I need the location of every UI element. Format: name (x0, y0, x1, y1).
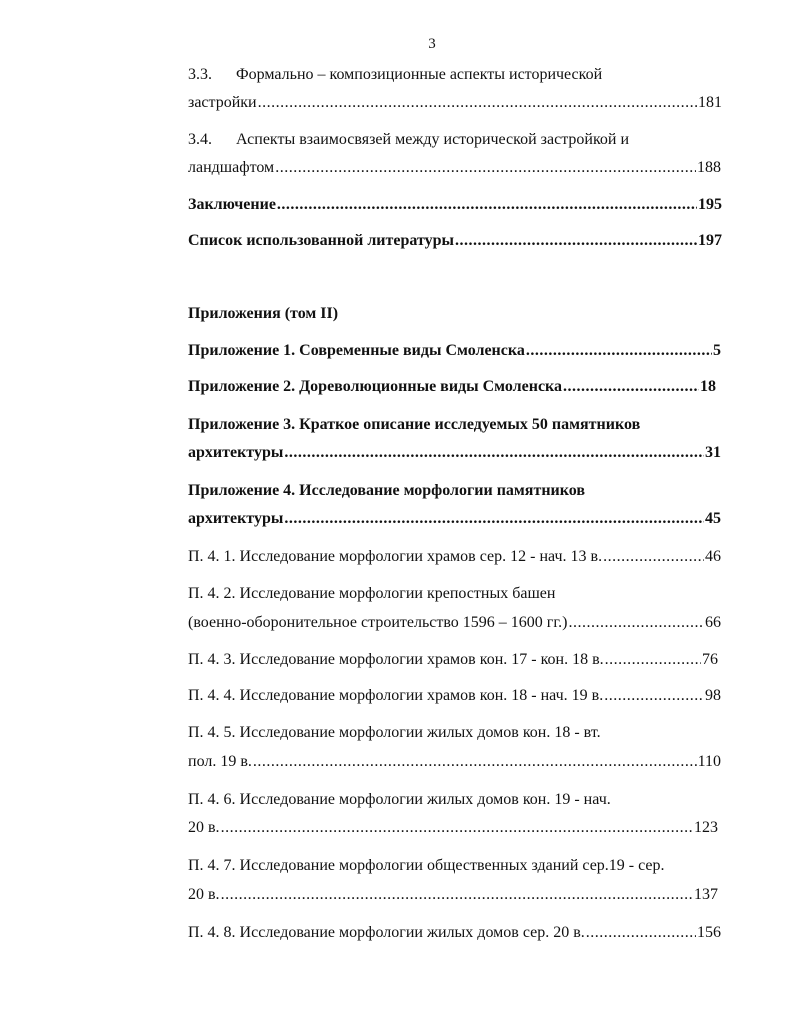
toc-appendix-3-line1: Приложение 3. Краткое описание исследуемых 50 памятников (188, 416, 641, 433)
entry-title: П. 4. 1. Исследование морфологии храмов сер. 12 - нач. 13 в. (188, 548, 603, 565)
entry-page: 5 (713, 342, 721, 359)
leader-dots (605, 650, 701, 670)
toc-sub-4-1[interactable] (188, 547, 721, 567)
leader-dots (284, 443, 704, 463)
entry-page: 137 (694, 886, 718, 903)
toc-sub-4-7-line2[interactable] (188, 885, 718, 905)
entry-page: 195 (698, 196, 722, 213)
leader-dots (603, 547, 704, 567)
leader-dots (586, 923, 696, 943)
entry-page: 76 (702, 651, 718, 668)
toc-appendix-4-line1: Приложение 4. Исследование морфологии памятников (188, 482, 586, 499)
leader-dots (563, 377, 699, 397)
leader-dots (526, 341, 712, 361)
leader-dots (455, 231, 697, 251)
toc-conclusion[interactable] (188, 195, 722, 215)
entry-page: 188 (697, 159, 721, 176)
leader-dots (258, 93, 697, 113)
entry-title: Заключение (188, 196, 276, 213)
leader-dots (568, 613, 704, 633)
toc-sub-4-2-line1: П. 4. 2. Исследование морфологии крепостных башен (188, 585, 556, 602)
entry-title: Формально – композиционные аспекты исторической (236, 66, 603, 83)
entry-title: Список использованной литературы (188, 232, 454, 249)
toc-sub-4-3[interactable] (188, 650, 718, 670)
toc-entry-3-3-line2[interactable] (188, 93, 722, 113)
toc-entry-3-4-line2[interactable] (188, 158, 721, 178)
toc-appendix-3-line2[interactable] (188, 443, 721, 463)
entry-title: П. 4. 4. Исследование морфологии храмов кон. 18 - нач. 19 в. (188, 687, 604, 704)
entry-title: П. 4. 3. Исследование морфологии храмов кон. 17 - кон. 18 в. (188, 651, 604, 668)
entry-title-continued: архитектуры (188, 444, 284, 461)
entry-page: 45 (705, 510, 721, 527)
section-number: 3.3. (188, 66, 212, 83)
entry-page: 98 (705, 687, 721, 704)
entry-title-continued: 20 в. (188, 819, 220, 836)
toc-sub-4-2-line2[interactable] (188, 613, 721, 633)
toc-appendix-1[interactable] (188, 341, 721, 361)
entry-title-continued: 20 в. (188, 886, 220, 903)
entry-title: Приложение 1. Современные виды Смоленска (188, 342, 525, 359)
leader-dots (221, 818, 693, 838)
entry-title-continued: ландшафтом (188, 159, 275, 176)
entry-title: П. 4. 8. Исследование морфологии жилых домов сер. 20 в. (188, 924, 585, 941)
toc-sub-4-6-line2[interactable] (188, 818, 718, 838)
leader-dots (277, 195, 697, 215)
toc-sub-4-4[interactable] (188, 686, 721, 706)
toc-sub-4-6-line1: П. 4. 6. Исследование морфологии жилых домов кон. 19 - нач. (188, 791, 611, 808)
entry-page: 110 (697, 753, 721, 770)
entry-title-continued: (военно-оборонительное строительство 1596 – 1600 гг.) (188, 614, 568, 631)
entry-title: Аспекты взаимосвязей между исторической застройкой и (236, 131, 630, 148)
entry-page: 123 (694, 819, 718, 836)
entry-page: 46 (705, 548, 721, 565)
page-number: 3 (428, 36, 436, 52)
entry-title-continued: архитектуры (188, 510, 284, 527)
entry-title-continued: пол. 19 в. (188, 753, 252, 770)
entry-title: Приложение 2. Дореволюционные виды Смоленска (188, 378, 563, 395)
toc-sub-4-5-line1: П. 4. 5. Исследование морфологии жилых домов кон. 18 - вт. (188, 724, 601, 741)
entry-page: 18 (700, 378, 716, 395)
entry-page: 197 (698, 232, 722, 249)
toc-references[interactable] (188, 231, 722, 251)
toc-appendix-2[interactable] (188, 377, 716, 397)
toc-sub-4-5-line2[interactable] (188, 752, 721, 772)
leader-dots (253, 752, 697, 772)
section-number: 3.4. (188, 131, 212, 148)
entry-title-continued: застройки (188, 94, 257, 111)
toc-sub-4-7-line1: П. 4. 7. Исследование морфологии общественных зданий сер.19 - сер. (188, 857, 665, 874)
leader-dots (284, 509, 704, 529)
leader-dots (275, 158, 696, 178)
entry-page: 31 (705, 444, 721, 461)
toc-entry-3-4-line1 (188, 130, 629, 150)
leader-dots (604, 686, 704, 706)
toc-sub-4-8[interactable] (188, 923, 721, 943)
appendices-heading: Приложения (том II) (188, 305, 339, 322)
leader-dots (221, 885, 693, 905)
entry-page: 156 (697, 924, 721, 941)
entry-page: 66 (705, 614, 721, 631)
toc-appendix-4-line2[interactable] (188, 509, 721, 529)
entry-page: 181 (698, 94, 722, 111)
toc-entry-3-3-line1 (188, 65, 602, 85)
